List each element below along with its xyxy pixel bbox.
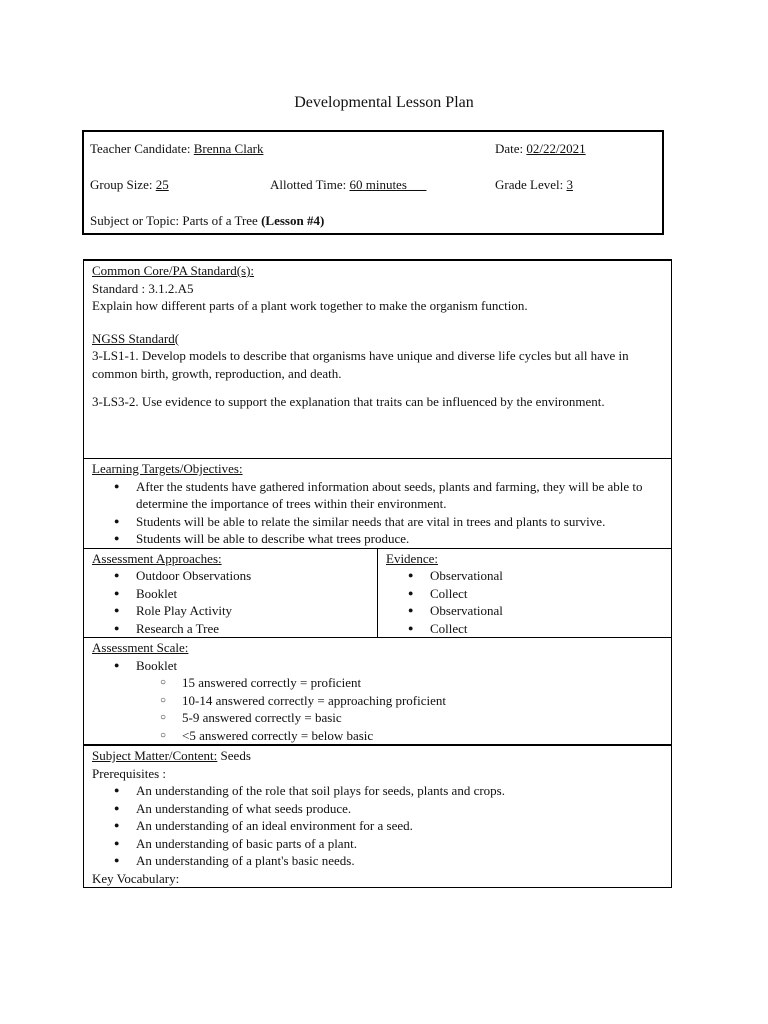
list-item: ○ <5 answered correctly = below basic [182, 727, 663, 745]
standard-text: Explain how different parts of a plant work together to make the organism function. [92, 298, 528, 313]
standards-cell [84, 260, 672, 459]
allotted-time [270, 177, 426, 193]
grade-level [495, 177, 573, 193]
list-item: ● Outdoor Observations [136, 567, 369, 585]
subject-topic [90, 213, 324, 229]
scale-levels-list [92, 674, 663, 744]
ngss-standard-1: 3-LS1-1. Develop models to describe that organisms have unique and diverse life cycles but all have in common birth, growth, reproduction, and death. [92, 348, 629, 381]
list-item: ○ 15 answered correctly = proficient [182, 674, 663, 692]
learning-targets-list [92, 478, 663, 548]
assessment-scale-cell [84, 638, 672, 746]
list-item: ● Booklet [136, 657, 663, 675]
list-item: ● An understanding of basic parts of a plant. [136, 835, 663, 853]
page-title: Developmental Lesson Plan [294, 94, 474, 111]
assessment-approaches-heading: Assessment Approaches: [92, 550, 222, 566]
standards-row [84, 260, 672, 459]
common-core-heading: Common Core/PA Standard(s): [92, 263, 255, 278]
ngss-standard-2: 3-LS3-2. Use evidence to support the explanation that traits can be influenced by the environment. [92, 394, 605, 409]
group-size-label: Group Size: [90, 177, 153, 192]
assessment-row [84, 548, 672, 638]
prerequisites-list [92, 782, 663, 870]
lesson-number: (Lesson #4) [261, 213, 325, 228]
list-item: ● An understanding of what seeds produce. [136, 800, 663, 818]
list-item: ● Observational [430, 567, 663, 585]
list-item: ● Observational [430, 602, 663, 620]
list-item: ● An understanding of an ideal environment for a seed. [136, 817, 663, 835]
evidence-heading: Evidence: [386, 550, 438, 566]
evidence-list [386, 567, 663, 637]
date-label: Date: [495, 141, 524, 156]
learning-targets-row [84, 459, 672, 549]
assessment-approaches-cell [84, 548, 378, 638]
learning-targets-heading: Learning Targets/Objectives: [92, 461, 243, 476]
grade-level-label: Grade Level: [495, 177, 564, 192]
list-item: ● An understanding of a plant's basic needs. [136, 852, 663, 870]
teacher-label: Teacher Candidate: [90, 141, 191, 156]
list-item: ● After the students have gathered information about seeds, plants and farming, they will be able to determine the importance of trees within their environment. [136, 478, 663, 513]
list-item: ● Students will be able to describe what trees produce. [136, 530, 663, 548]
prerequisites-label: Prerequisites : [92, 765, 167, 781]
subject-matter-topic: Seeds [217, 748, 251, 763]
list-item: ○ 5-9 answered correctly = basic [182, 709, 663, 727]
assessment-scale-row [84, 638, 672, 746]
subject-matter-heading: Subject Matter/Content: [92, 748, 218, 763]
group-size-value: 25 [155, 177, 169, 192]
learning-targets-cell [84, 459, 672, 549]
subject-matter-row [84, 745, 672, 888]
group-size [90, 177, 169, 193]
list-item: ● An understanding of the role that soil plays for seeds, plants and crops. [136, 782, 663, 800]
subject-matter-cell [84, 745, 672, 888]
assessment-scale-list [92, 657, 663, 675]
assessment-approaches-list [92, 567, 369, 637]
subject-matter-line [92, 747, 663, 765]
list-item: ● Students will be able to relate the similar needs that are vital in trees and plants to survive. [136, 513, 663, 531]
teacher-name: Brenna Clark [193, 141, 264, 156]
subject-label: Subject or Topic: Parts of a Tree [90, 213, 258, 228]
standard-code: Standard : 3.1.2.A5 [92, 280, 194, 296]
list-item: ○ 10-14 answered correctly = approaching proficient [182, 692, 663, 710]
key-vocabulary-label: Key Vocabulary: [92, 870, 180, 886]
assessment-scale-heading: Assessment Scale: [92, 640, 189, 655]
allotted-time-label: Allotted Time: [270, 177, 347, 192]
list-item: ● Collect [430, 620, 663, 638]
header-info-box [82, 130, 664, 235]
ngss-heading: NGSS Standard( [92, 330, 180, 346]
evidence-cell [378, 548, 672, 638]
date-value: 02/22/2021 [526, 141, 586, 156]
teacher-candidate [90, 141, 263, 157]
list-item: ● Collect [430, 585, 663, 603]
date [495, 141, 586, 157]
allotted-time-value: 60 minutes___ [349, 177, 427, 192]
list-item: ● Booklet [136, 585, 369, 603]
grade-level-value: 3 [566, 177, 573, 192]
list-item: ● Role Play Activity [136, 602, 369, 620]
list-item: ● Research a Tree [136, 620, 369, 638]
lesson-plan-table [83, 259, 672, 888]
